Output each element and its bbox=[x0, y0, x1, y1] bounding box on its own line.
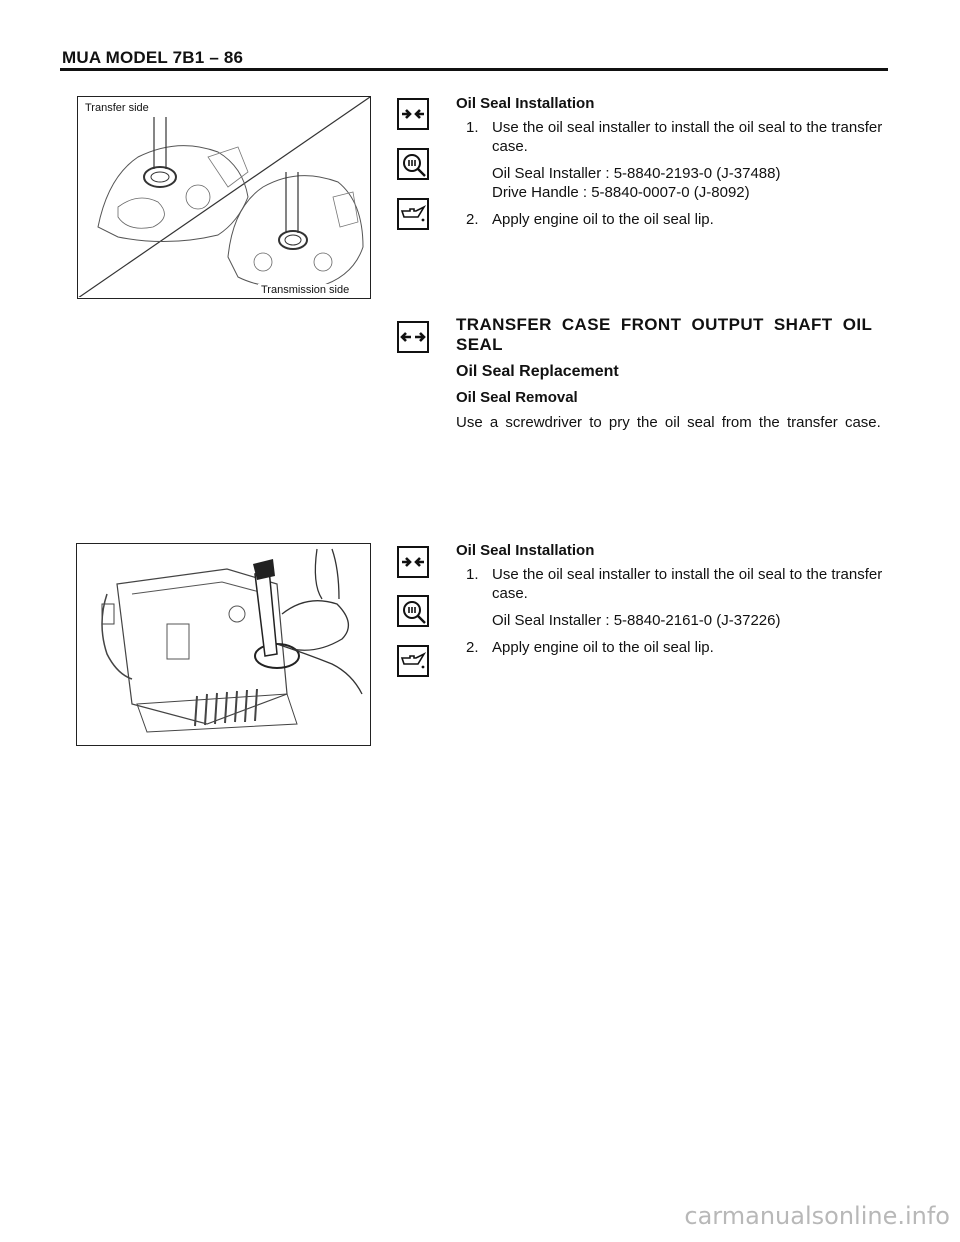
install-arrows-icon bbox=[397, 546, 429, 578]
oil-can-icon bbox=[397, 198, 429, 230]
step-number: 1. bbox=[466, 566, 479, 583]
section-front-output-shaft-oil-seal bbox=[456, 315, 896, 432]
section2-subtitle: Oil Seal Replacement bbox=[456, 363, 619, 380]
removal-text: Use a screwdriver to pry the oil seal from the transfer case. bbox=[456, 414, 881, 431]
section3-step2 bbox=[456, 638, 896, 657]
section-oil-seal-installation-2 bbox=[456, 541, 896, 657]
section3-heading: Oil Seal Installation bbox=[456, 542, 595, 559]
step-number: 2. bbox=[466, 639, 479, 656]
section2-title: TRANSFER CASE FRONT OUTPUT SHAFT OIL SEAL bbox=[456, 315, 872, 354]
step-text: Use the oil seal installer to install the oil seal to the transfer case. bbox=[492, 566, 883, 602]
figure1-drawing bbox=[78, 97, 370, 297]
figure-oil-seal-front-output bbox=[76, 543, 371, 746]
removal-arrows-icon bbox=[397, 321, 429, 353]
section1-step1 bbox=[456, 118, 896, 156]
oil-can-icon bbox=[397, 645, 429, 677]
step-text: Apply engine oil to the oil seal lip. bbox=[492, 639, 714, 656]
tool-spec: Oil Seal Installer : 5-8840-2193-0 (J-37488) bbox=[492, 165, 781, 182]
section-oil-seal-installation-1 bbox=[456, 94, 896, 229]
section1-heading: Oil Seal Installation bbox=[456, 95, 595, 112]
tool-spec: Drive Handle : 5-8840-0007-0 (J-8092) bbox=[492, 184, 750, 201]
section1-step2 bbox=[456, 210, 896, 229]
step-text: Apply engine oil to the oil seal lip. bbox=[492, 211, 714, 228]
label-transfer-side: Transfer side bbox=[82, 102, 152, 114]
step-text: Use the oil seal installer to install the oil seal to the transfer case. bbox=[492, 119, 883, 155]
figure-oil-seal-transfer-transmission bbox=[77, 96, 371, 299]
header-rule bbox=[60, 68, 888, 71]
special-tool-icon bbox=[397, 595, 429, 627]
tool-spec: Oil Seal Installer : 5-8840-2161-0 (J-37226) bbox=[492, 612, 781, 629]
removal-heading: Oil Seal Removal bbox=[456, 389, 578, 406]
step-number: 2. bbox=[466, 211, 479, 228]
header-title: MUA MODEL 7B1 – 86 bbox=[62, 48, 244, 67]
section3-step1 bbox=[456, 565, 896, 603]
watermark: carmanualsonline.info bbox=[684, 1202, 950, 1230]
step-number: 1. bbox=[466, 119, 479, 136]
label-transmission-side: Transmission side bbox=[258, 284, 352, 296]
figure2-drawing bbox=[77, 544, 370, 744]
install-arrows-icon bbox=[397, 98, 429, 130]
special-tool-icon bbox=[397, 148, 429, 180]
